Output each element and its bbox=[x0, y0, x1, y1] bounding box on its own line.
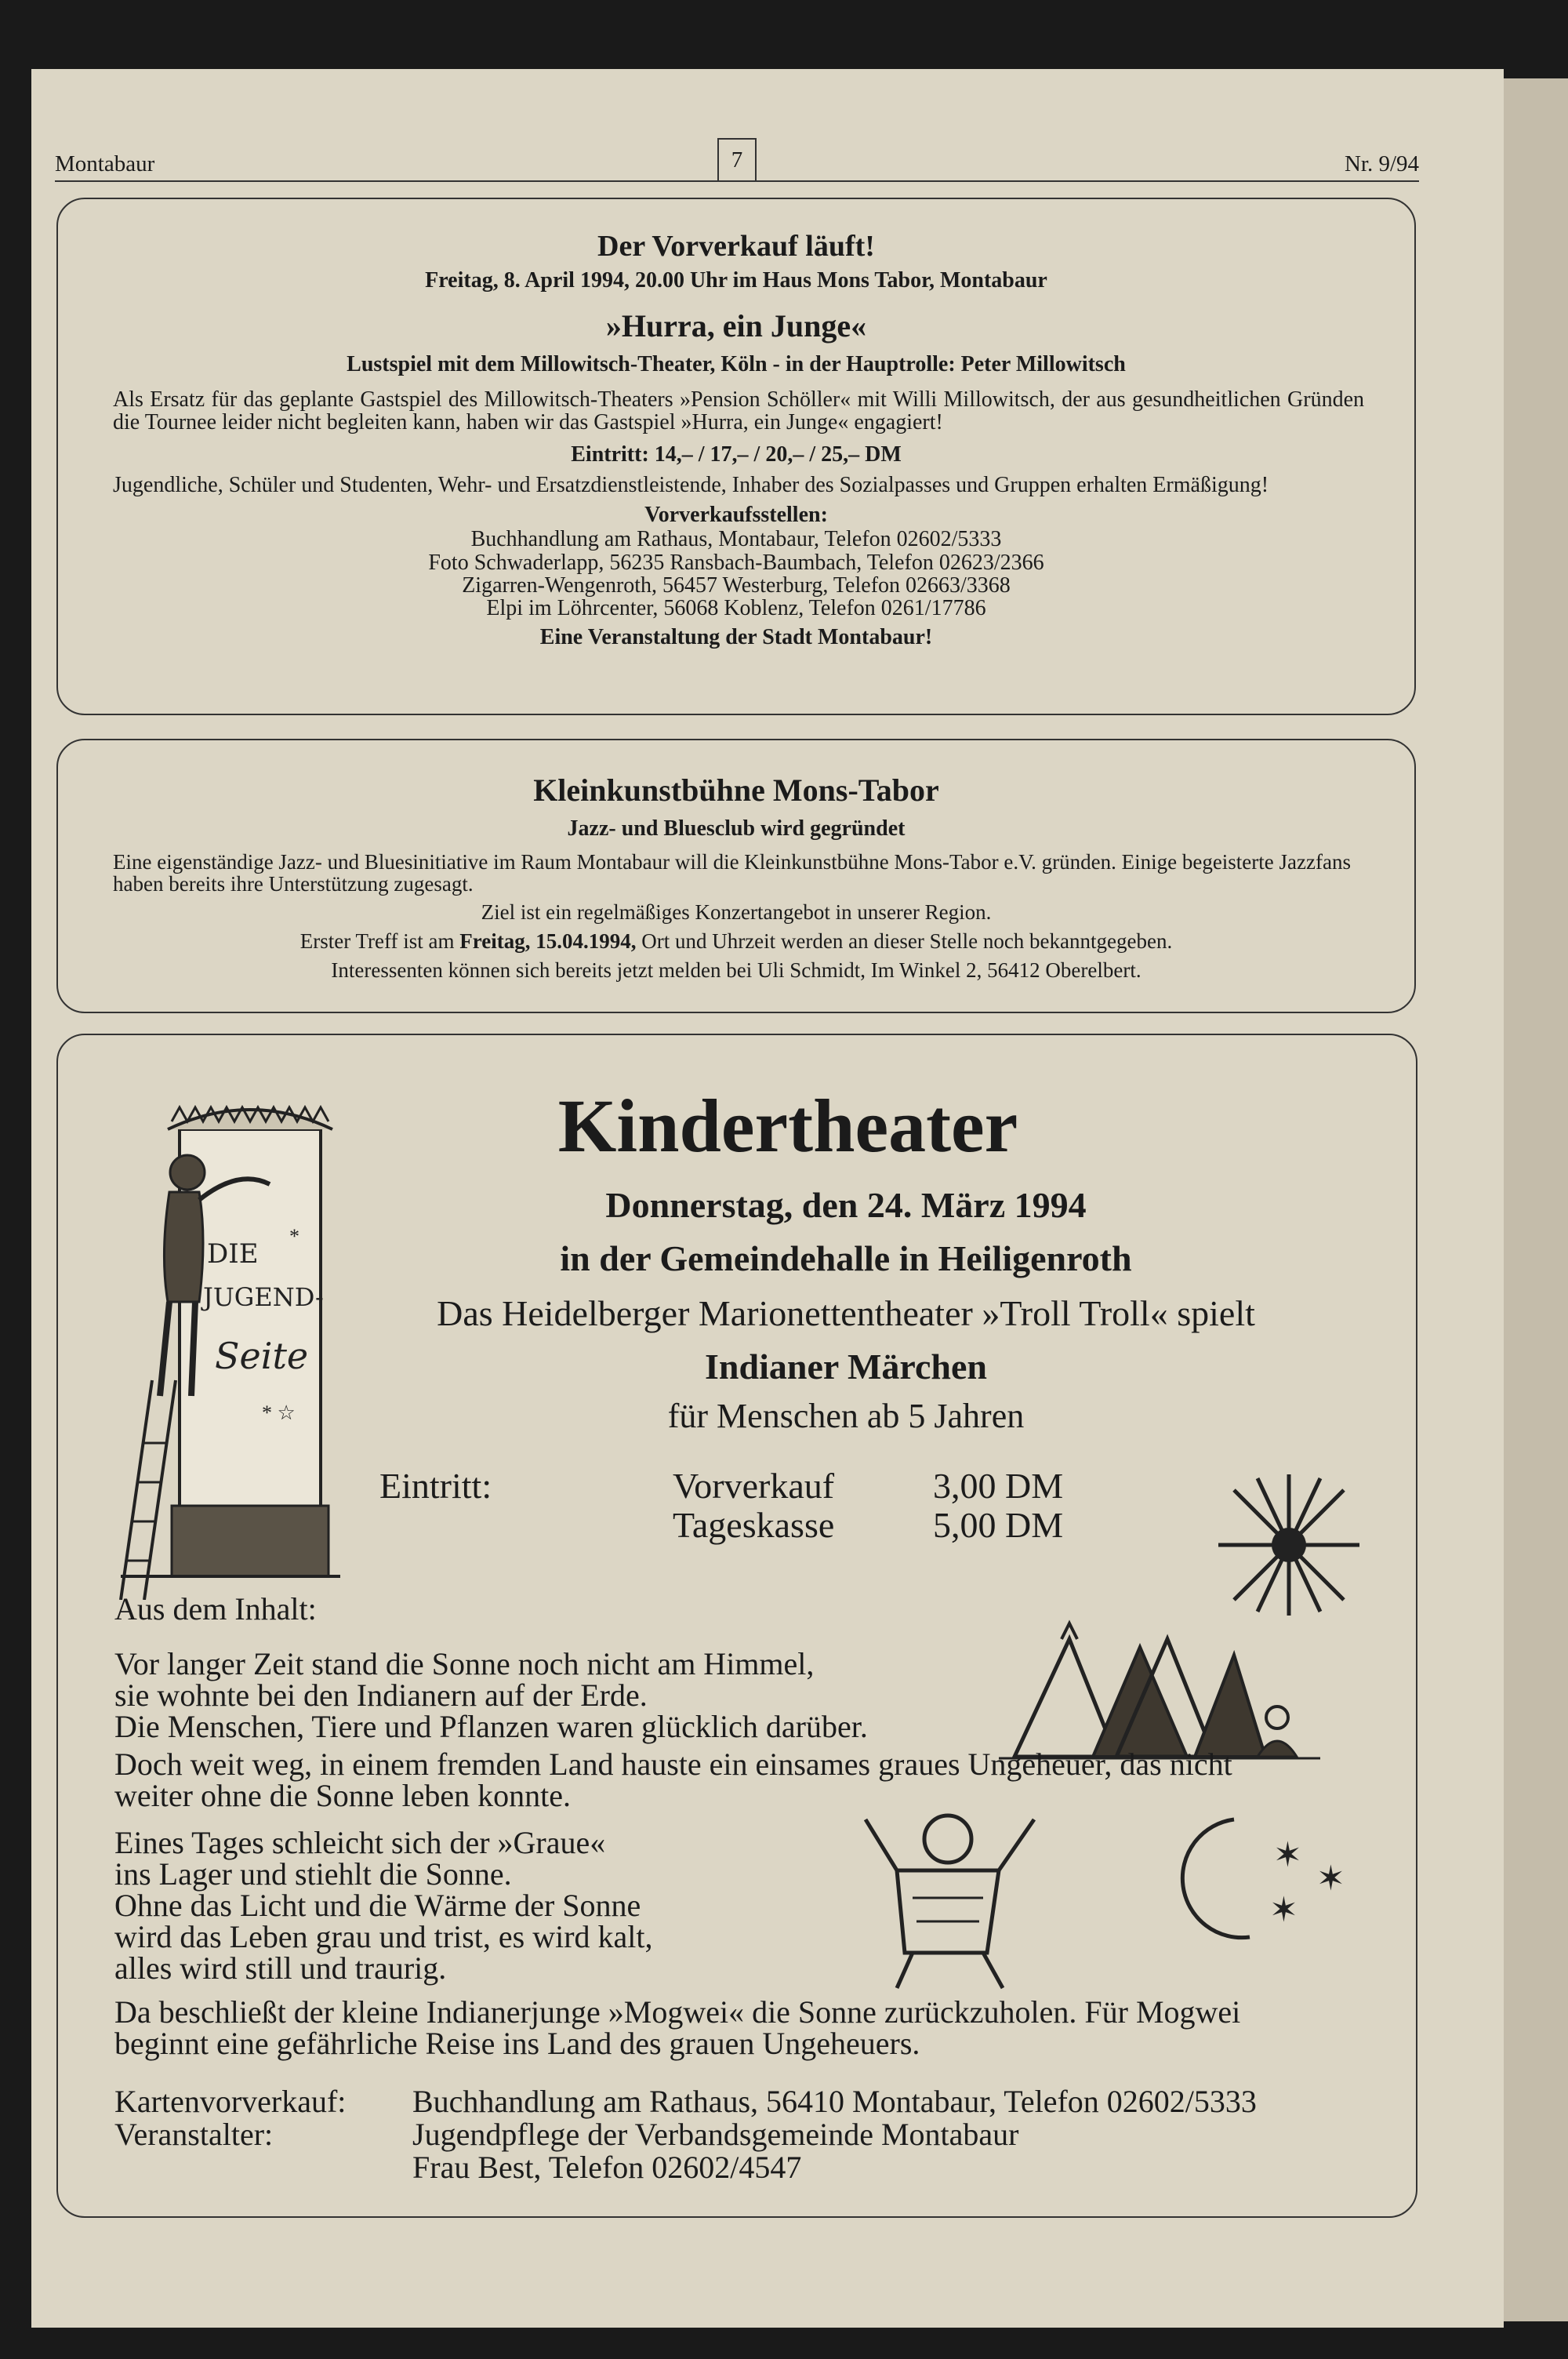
advertising-pillar-illustration bbox=[105, 1098, 356, 1600]
story-line: Vor langer Zeit stand die Sonne noch nicht am Himmel, bbox=[114, 1646, 815, 1681]
club-title: Kleinkunstbühne Mons-Tabor bbox=[533, 772, 939, 808]
admission-label: Eintritt: bbox=[379, 1466, 492, 1506]
kindertheater-title: Kindertheater bbox=[557, 1084, 1018, 1168]
organizer-label: Veranstalter: bbox=[114, 2117, 274, 2152]
pillar-text-2: JUGEND- bbox=[203, 1282, 324, 1312]
childrens-theater-announcement bbox=[56, 1034, 1417, 2218]
organizer-line: Frau Best, Telefon 02602/4547 bbox=[412, 2150, 802, 2185]
club-goal: Ziel ist ein regelmäßiges Konzertangebot in unserer Region. bbox=[481, 900, 992, 924]
club-meeting bbox=[58, 929, 1414, 954]
discount-paragraph: Jugendliche, Schüler und Studenten, Wehr- und Ersatzdienstleistende, Inhaber des Sozialpasses und Gruppen erhalten Ermäßigung! bbox=[113, 472, 1269, 497]
meeting-prefix: Erster Treff ist am bbox=[299, 929, 460, 953]
page-header bbox=[55, 146, 1419, 182]
outlet-item: Buchhandlung am Rathaus, Montabaur, Telefon 02602/5333 bbox=[470, 527, 1002, 552]
organizer-line: Jugendpflege der Verbandsgemeinde Montabaur bbox=[412, 2117, 1019, 2152]
tickets-value: Buchhandlung am Rathaus, 56410 Montabaur, Telefon 02602/5333 bbox=[412, 2084, 1257, 2119]
organizer-note: Eine Veranstaltung der Stadt Montabaur! bbox=[539, 624, 933, 649]
presale-price-label: Vorverkauf bbox=[673, 1466, 835, 1506]
admission-prices: Eintritt: 14,– / 17,– / 20,– / 25,– DM bbox=[571, 442, 902, 467]
story-line: ins Lager und stiehlt die Sonne. bbox=[114, 1856, 512, 1892]
presale-title: Der Vorverkauf läuft! bbox=[597, 230, 875, 263]
moon-and-stars-drawing bbox=[1163, 1812, 1367, 1945]
show-title: Indianer Märchen bbox=[705, 1347, 987, 1387]
jazz-club-announcement bbox=[56, 739, 1416, 1013]
performer-line: Das Heidelberger Marionettentheater »Troll Troll« spielt bbox=[437, 1293, 1255, 1333]
star-decoration: * ☆ bbox=[262, 1401, 296, 1424]
star-decoration: * bbox=[289, 1225, 299, 1248]
replacement-paragraph: Als Ersatz für das geplante Gastspiel des Millowitsch-Theaters »Pension Schöller« mit Willi Millowitsch, der aus gesundheitlichen Gründen die Tournee leider nicht begleiten kann, haben wir das Gastspiel »Hurra, ein Junge« engagiert! bbox=[113, 387, 1364, 435]
svg-text:✶: ✶ bbox=[1273, 1836, 1302, 1874]
story-line: Da beschließt der kleine Indianerjunge »Mogwei« die Sonne zurückzuholen. Für Mogwei bbox=[114, 1994, 1241, 2030]
story-line: Eines Tages schleicht sich der »Graue« bbox=[114, 1825, 606, 1860]
club-paragraph: Eine eigenständige Jazz- und Bluesinitiative im Raum Montabaur will die Kleinkunstbühne Mons-Tabor e.V. gründen. Einige begeisterte Jazzfans haben bereits ihre Unterstützung zugesagt. bbox=[113, 850, 1351, 896]
next-page-edge bbox=[1504, 78, 1568, 2321]
grey-monster-drawing bbox=[850, 1796, 1046, 1992]
age-note: für Menschen ab 5 Jahren bbox=[667, 1397, 1025, 1435]
door-price: 5,00 DM bbox=[933, 1505, 1064, 1545]
story-line: Die Menschen, Tiere und Pflanzen waren glücklich darüber. bbox=[114, 1709, 868, 1744]
tickets-label: Kartenvorverkauf: bbox=[114, 2084, 347, 2119]
presale-date: Freitag, 8. April 1994, 20.00 Uhr im Haus Mons Tabor, Montabaur bbox=[425, 268, 1047, 293]
story-line: beginnt eine gefährliche Reise ins Land des grauen Ungeheuers. bbox=[114, 2026, 920, 2061]
play-title: »Hurra, ein Junge« bbox=[605, 308, 867, 343]
outlet-item: Elpi im Löhrcenter, 56068 Koblenz, Telefon 0261/17786 bbox=[486, 596, 986, 621]
play-subtitle: Lustspiel mit dem Millowitsch-Theater, Köln - in der Hauptrolle: Peter Millowitsch bbox=[347, 352, 1126, 376]
sun-drawing bbox=[1210, 1474, 1367, 1616]
header-page-number: 7 bbox=[717, 138, 757, 182]
club-subtitle: Jazz- und Bluesclub wird gegründet bbox=[567, 816, 906, 841]
pillar-text-1: DIE bbox=[207, 1238, 259, 1270]
event-venue: in der Gemeindehalle in Heiligenroth bbox=[560, 1238, 1132, 1278]
svg-text:✶: ✶ bbox=[1316, 1859, 1345, 1898]
outlet-item: Zigarren-Wengenroth, 56457 Westerburg, Telefon 02663/3368 bbox=[462, 572, 1011, 598]
meeting-date: Freitag, 15.04.1994, bbox=[459, 929, 637, 953]
event-date: Donnerstag, den 24. März 1994 bbox=[605, 1185, 1087, 1225]
header-town: Montabaur bbox=[55, 151, 155, 176]
meeting-suffix: Ort und Uhrzeit werden an dieser Stelle noch bekanntgegeben. bbox=[636, 929, 1173, 953]
story-line: Ohne das Licht und die Wärme der Sonne bbox=[114, 1888, 641, 1923]
outlet-item: Foto Schwaderlapp, 56235 Ransbach-Baumbach, Telefon 02623/2366 bbox=[428, 550, 1044, 575]
presale-price: 3,00 DM bbox=[933, 1466, 1064, 1506]
presale-announcement bbox=[56, 198, 1416, 715]
door-price-label: Tageskasse bbox=[673, 1505, 835, 1545]
pillar-text-3: Seite bbox=[215, 1335, 309, 1377]
header-issue: Nr. 9/94 bbox=[1344, 151, 1419, 176]
tipi-camp-drawing bbox=[999, 1608, 1328, 1765]
story-line: weiter ohne die Sonne leben konnte. bbox=[114, 1778, 572, 1813]
ticket-info bbox=[114, 2086, 1416, 2196]
club-contact: Interessenten können sich bereits jetzt melden bei Uli Schmidt, Im Winkel 2, 56412 Oberelbert. bbox=[331, 958, 1142, 982]
content-label: Aus dem Inhalt: bbox=[114, 1591, 317, 1627]
outlets-title: Vorverkaufsstellen: bbox=[644, 503, 828, 528]
story-line: wird das Leben grau und trist, es wird kalt, bbox=[114, 1919, 653, 1954]
story-line: sie wohnte bei den Indianern auf der Erde. bbox=[114, 1677, 648, 1713]
story-line: alles wird still und traurig. bbox=[114, 1950, 447, 1986]
story-line: Doch weit weg, in einem fremden Land hauste ein einsames graues Ungeheuer, das nicht bbox=[114, 1747, 1232, 1782]
svg-text:✶: ✶ bbox=[1269, 1891, 1298, 1929]
